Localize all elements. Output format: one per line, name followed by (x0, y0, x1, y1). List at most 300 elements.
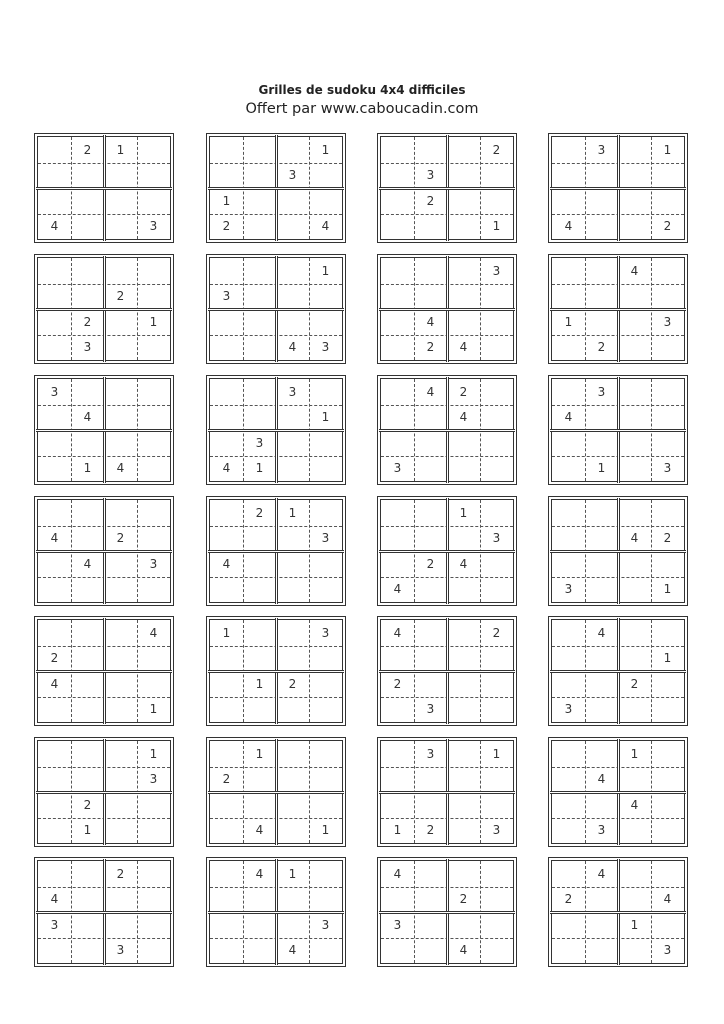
sudoku-cell (651, 912, 684, 938)
sudoku-cell: 4 (393, 625, 402, 640)
sudoku-cell (618, 577, 651, 603)
sudoku-cell (552, 620, 585, 646)
sudoku-cell: 1 (321, 410, 330, 425)
sudoku-cell (381, 309, 414, 335)
sudoku-cell (480, 697, 513, 723)
sudoku-cell (243, 335, 276, 361)
sudoku-cell: 1 (321, 263, 330, 278)
sudoku-cell (71, 577, 104, 603)
sudoku-cell: 2 (393, 676, 402, 691)
sudoku-grid (548, 133, 688, 243)
sudoku-cell (104, 405, 137, 431)
sudoku-cell (618, 379, 651, 405)
sudoku-cell: 3 (288, 384, 297, 399)
sudoku-cell (38, 309, 71, 335)
sudoku-cell (243, 792, 276, 818)
sudoku-cell (71, 163, 104, 189)
sudoku-cell (243, 577, 276, 603)
sudoku-cell: 1 (149, 314, 158, 329)
sudoku-grid-inner (380, 378, 514, 482)
sudoku-cell (210, 646, 243, 672)
sudoku-grid (206, 254, 346, 364)
sudoku-cell (447, 214, 480, 240)
sudoku-cell (210, 577, 243, 603)
sudoku-cell (618, 456, 651, 482)
sudoku-cell: 2 (83, 314, 92, 329)
sudoku-cell: 4 (255, 866, 264, 881)
sudoku-cell: 2 (426, 823, 435, 838)
sudoku-cell: 3 (426, 168, 435, 183)
sudoku-cell (414, 912, 447, 938)
sudoku-cell (104, 818, 137, 844)
sudoku-cell (243, 258, 276, 284)
sudoku-cell: 2 (116, 289, 125, 304)
sudoku-cell (651, 163, 684, 189)
sudoku-cell: 4 (459, 556, 468, 571)
sudoku-grid-inner (209, 619, 343, 723)
sudoku-cell (414, 767, 447, 793)
sudoku-cell: 2 (116, 866, 125, 881)
sudoku-cell (480, 309, 513, 335)
sudoku-cell (414, 405, 447, 431)
sudoku-grid (34, 737, 174, 847)
sudoku-cell: 2 (83, 142, 92, 157)
sudoku-cell (585, 500, 618, 526)
sudoku-cell (480, 379, 513, 405)
sudoku-grid (34, 375, 174, 485)
sudoku-grid-inner (551, 136, 685, 240)
sudoku-cell (276, 912, 309, 938)
sudoku-cell (447, 577, 480, 603)
sudoku-grid (206, 737, 346, 847)
sudoku-grid-inner (37, 136, 171, 240)
sudoku-cell (585, 309, 618, 335)
sudoku-cell: 3 (597, 142, 606, 157)
sudoku-cell (243, 214, 276, 240)
sudoku-cell (137, 284, 170, 310)
sudoku-cell (38, 284, 71, 310)
sudoku-cell (309, 551, 342, 577)
sudoku-cell (309, 500, 342, 526)
sudoku-grid (206, 616, 346, 726)
sudoku-cell (137, 258, 170, 284)
sudoku-cell (276, 887, 309, 913)
sudoku-cell (137, 912, 170, 938)
sudoku-cell (585, 887, 618, 913)
sudoku-cell (618, 938, 651, 964)
sudoku-cell: 2 (492, 625, 501, 640)
sudoku-cell: 3 (426, 746, 435, 761)
sudoku-cell: 4 (255, 823, 264, 838)
sudoku-cell: 4 (426, 384, 435, 399)
sudoku-cell (381, 697, 414, 723)
sudoku-cell (480, 912, 513, 938)
sudoku-cell (276, 741, 309, 767)
sudoku-cell (585, 697, 618, 723)
sudoku-cell (104, 500, 137, 526)
sudoku-grid (34, 254, 174, 364)
sudoku-cell (276, 405, 309, 431)
sudoku-cell (480, 500, 513, 526)
sudoku-cell: 1 (222, 625, 231, 640)
sudoku-cell (309, 309, 342, 335)
sudoku-cell (71, 284, 104, 310)
sudoku-cell (381, 646, 414, 672)
sudoku-cell (137, 335, 170, 361)
sudoku-cell: 1 (564, 314, 573, 329)
sudoku-cell (210, 741, 243, 767)
sudoku-cell: 3 (255, 435, 264, 450)
sudoku-cell: 4 (564, 219, 573, 234)
sudoku-cell (381, 500, 414, 526)
sudoku-cell (585, 214, 618, 240)
sudoku-cell (618, 697, 651, 723)
sudoku-cell (210, 671, 243, 697)
sudoku-cell (447, 163, 480, 189)
sudoku-grid-inner (380, 619, 514, 723)
sudoku-cell (414, 456, 447, 482)
sudoku-cell (71, 887, 104, 913)
sudoku-cell (71, 500, 104, 526)
sudoku-cell (381, 258, 414, 284)
sudoku-cell (71, 938, 104, 964)
sudoku-cell (210, 697, 243, 723)
sudoku-cell (104, 335, 137, 361)
sudoku-cell (651, 818, 684, 844)
sudoku-cell (71, 671, 104, 697)
sudoku-cell (381, 741, 414, 767)
sudoku-grid-inner (209, 499, 343, 603)
sudoku-cell (71, 912, 104, 938)
sudoku-cell (651, 620, 684, 646)
sudoku-cell (480, 767, 513, 793)
sudoku-cell (585, 671, 618, 697)
sudoku-cell: 3 (83, 340, 92, 355)
sudoku-cell (618, 500, 651, 526)
sudoku-cell (210, 792, 243, 818)
sudoku-cell (104, 551, 137, 577)
sudoku-cell (585, 551, 618, 577)
sudoku-cell (447, 430, 480, 456)
sudoku-cell (414, 500, 447, 526)
sudoku-cell (104, 163, 137, 189)
sudoku-cell (210, 912, 243, 938)
sudoku-grid (548, 496, 688, 606)
sudoku-cell: 1 (149, 702, 158, 717)
sudoku-cell (276, 646, 309, 672)
sudoku-grid-inner (380, 257, 514, 361)
sudoku-cell (104, 887, 137, 913)
sudoku-cell: 4 (663, 892, 672, 907)
sudoku-cell (309, 887, 342, 913)
sudoku-cell (210, 405, 243, 431)
sudoku-cell (651, 335, 684, 361)
sudoku-cell: 4 (459, 340, 468, 355)
sudoku-cell: 4 (459, 410, 468, 425)
sudoku-cell (381, 284, 414, 310)
sudoku-cell (38, 258, 71, 284)
sudoku-grid (34, 133, 174, 243)
sudoku-cell: 2 (288, 676, 297, 691)
sudoku-cell (447, 671, 480, 697)
sudoku-cell (447, 767, 480, 793)
sudoku-cell (618, 309, 651, 335)
sudoku-cell (552, 500, 585, 526)
sudoku-cell (243, 379, 276, 405)
sudoku-cell: 3 (321, 625, 330, 640)
sudoku-cell: 3 (492, 531, 501, 546)
sudoku-cell (414, 214, 447, 240)
sudoku-cell (38, 456, 71, 482)
sudoku-grid-inner (37, 740, 171, 844)
sudoku-cell: 3 (597, 823, 606, 838)
sudoku-cell (137, 671, 170, 697)
sudoku-grid (206, 133, 346, 243)
sudoku-cell: 2 (222, 772, 231, 787)
sudoku-cell (552, 646, 585, 672)
sudoku-cell (381, 430, 414, 456)
sudoku-cell: 1 (459, 505, 468, 520)
sudoku-cell (104, 620, 137, 646)
sudoku-cell (309, 163, 342, 189)
sudoku-cell (104, 767, 137, 793)
sudoku-cell (552, 792, 585, 818)
sudoku-cell (309, 430, 342, 456)
sudoku-cell: 1 (492, 219, 501, 234)
sudoku-cell: 2 (426, 340, 435, 355)
sudoku-grid (377, 375, 517, 485)
sudoku-cell: 1 (83, 823, 92, 838)
sudoku-grid (377, 857, 517, 967)
sudoku-cell (618, 137, 651, 163)
sudoku-cell (137, 137, 170, 163)
sudoku-cell: 2 (459, 892, 468, 907)
sudoku-cell (447, 697, 480, 723)
sudoku-grid-inner (209, 136, 343, 240)
sudoku-cell (651, 741, 684, 767)
sudoku-cell (104, 697, 137, 723)
sudoku-cell (381, 792, 414, 818)
sudoku-cell: 4 (630, 531, 639, 546)
sudoku-cell (585, 577, 618, 603)
sudoku-cell (381, 163, 414, 189)
sudoku-grid-inner (380, 136, 514, 240)
sudoku-cell: 1 (630, 917, 639, 932)
sudoku-cell (38, 938, 71, 964)
sudoku-cell (276, 456, 309, 482)
sudoku-cell (618, 214, 651, 240)
sudoku-cell (104, 430, 137, 456)
sudoku-cell (618, 163, 651, 189)
sudoku-grid-inner (37, 619, 171, 723)
sudoku-cell (137, 818, 170, 844)
sudoku-cell (243, 284, 276, 310)
sudoku-cell (585, 741, 618, 767)
sudoku-cell (447, 861, 480, 887)
sudoku-cell (447, 456, 480, 482)
sudoku-cell (447, 818, 480, 844)
sudoku-cell (243, 163, 276, 189)
sudoku-cell (618, 646, 651, 672)
sudoku-cell (651, 861, 684, 887)
sudoku-grid-inner (209, 740, 343, 844)
sudoku-cell (651, 430, 684, 456)
sudoku-cell (414, 526, 447, 552)
sudoku-cell (38, 188, 71, 214)
sudoku-cell (552, 188, 585, 214)
sudoku-cell (309, 697, 342, 723)
sudoku-cell: 4 (630, 263, 639, 278)
sudoku-cell: 4 (597, 625, 606, 640)
page-title: Grilles de sudoku 4x4 difficiles (258, 83, 466, 97)
sudoku-cell (651, 500, 684, 526)
sudoku-grid (377, 496, 517, 606)
sudoku-cell (381, 551, 414, 577)
sudoku-cell: 4 (630, 797, 639, 812)
sudoku-cell (552, 912, 585, 938)
sudoku-cell (309, 379, 342, 405)
sudoku-cell: 4 (83, 556, 92, 571)
sudoku-cell (276, 526, 309, 552)
sudoku-cell (414, 577, 447, 603)
sudoku-cell: 2 (426, 556, 435, 571)
sudoku-cell (552, 861, 585, 887)
sudoku-cell (309, 671, 342, 697)
sudoku-cell: 2 (663, 531, 672, 546)
sudoku-cell (651, 284, 684, 310)
sudoku-cell: 2 (663, 219, 672, 234)
sudoku-cell (104, 741, 137, 767)
sudoku-cell (552, 767, 585, 793)
sudoku-cell (480, 938, 513, 964)
sudoku-cell: 3 (321, 340, 330, 355)
sudoku-cell (137, 188, 170, 214)
sudoku-cell (309, 767, 342, 793)
sudoku-cell (276, 214, 309, 240)
sudoku-cell (414, 646, 447, 672)
sudoku-cell: 3 (321, 917, 330, 932)
sudoku-cell: 4 (50, 676, 59, 691)
sudoku-cell (71, 258, 104, 284)
sudoku-cell (104, 309, 137, 335)
sudoku-cell (243, 137, 276, 163)
sudoku-cell: 1 (83, 461, 92, 476)
sudoku-grid (377, 133, 517, 243)
sudoku-cell: 3 (116, 943, 125, 958)
sudoku-grid-inner (37, 378, 171, 482)
sudoku-cell: 4 (597, 866, 606, 881)
sudoku-cell (447, 792, 480, 818)
sudoku-cell (651, 551, 684, 577)
sudoku-grid (34, 857, 174, 967)
sudoku-cell (137, 456, 170, 482)
sudoku-cell: 3 (663, 943, 672, 958)
sudoku-cell (651, 697, 684, 723)
sudoku-cell: 1 (663, 651, 672, 666)
sudoku-cell (276, 577, 309, 603)
sudoku-cell: 2 (597, 340, 606, 355)
sudoku-cell (137, 500, 170, 526)
sudoku-cell: 1 (321, 142, 330, 157)
sudoku-cell (71, 767, 104, 793)
sudoku-cell (276, 137, 309, 163)
sudoku-cell (480, 456, 513, 482)
sudoku-cell (243, 646, 276, 672)
sudoku-cell (137, 405, 170, 431)
sudoku-cell: 1 (630, 746, 639, 761)
sudoku-cell (137, 526, 170, 552)
sudoku-cell (480, 887, 513, 913)
sudoku-cell (210, 137, 243, 163)
sudoku-cell (618, 405, 651, 431)
sudoku-cell (71, 379, 104, 405)
sudoku-cell (552, 163, 585, 189)
sudoku-cell (585, 284, 618, 310)
sudoku-grid-inner (551, 499, 685, 603)
sudoku-cell (552, 938, 585, 964)
sudoku-cell (381, 938, 414, 964)
sudoku-grid-inner (209, 860, 343, 964)
sudoku-cell: 3 (50, 384, 59, 399)
sudoku-cell (137, 887, 170, 913)
sudoku-cell (447, 646, 480, 672)
sudoku-cell (309, 188, 342, 214)
sudoku-cell (651, 258, 684, 284)
sudoku-cell (381, 137, 414, 163)
sudoku-cell (104, 258, 137, 284)
sudoku-cell (552, 456, 585, 482)
sudoku-cell (585, 646, 618, 672)
sudoku-grid-inner (380, 740, 514, 844)
sudoku-cell (71, 620, 104, 646)
sudoku-cell (447, 258, 480, 284)
sudoku-cell (276, 284, 309, 310)
sudoku-cell (618, 430, 651, 456)
sudoku-cell: 3 (492, 823, 501, 838)
sudoku-cell: 1 (288, 505, 297, 520)
sudoku-cell (585, 188, 618, 214)
sudoku-cell (243, 309, 276, 335)
sudoku-cell (38, 767, 71, 793)
sudoku-cell (552, 818, 585, 844)
sudoku-cell (243, 887, 276, 913)
sudoku-cell: 1 (255, 746, 264, 761)
sudoku-cell: 1 (492, 746, 501, 761)
sudoku-cell (137, 861, 170, 887)
sudoku-cell (618, 551, 651, 577)
sudoku-cell (276, 767, 309, 793)
sudoku-cell (210, 258, 243, 284)
sudoku-cell (276, 188, 309, 214)
sudoku-cell (38, 697, 71, 723)
sudoku-cell: 4 (50, 531, 59, 546)
sudoku-cell (71, 646, 104, 672)
sudoku-cell: 4 (222, 556, 231, 571)
sudoku-cell (276, 697, 309, 723)
sudoku-cell: 1 (321, 823, 330, 838)
sudoku-cell (585, 430, 618, 456)
sudoku-grid-inner (380, 860, 514, 964)
sudoku-cell (651, 671, 684, 697)
sudoku-cell (618, 861, 651, 887)
sudoku-cell (552, 284, 585, 310)
sudoku-cell: 3 (564, 702, 573, 717)
sudoku-grid-inner (380, 499, 514, 603)
sudoku-cell (552, 335, 585, 361)
sudoku-cell: 4 (83, 410, 92, 425)
sudoku-cell (276, 792, 309, 818)
sudoku-cell (309, 741, 342, 767)
